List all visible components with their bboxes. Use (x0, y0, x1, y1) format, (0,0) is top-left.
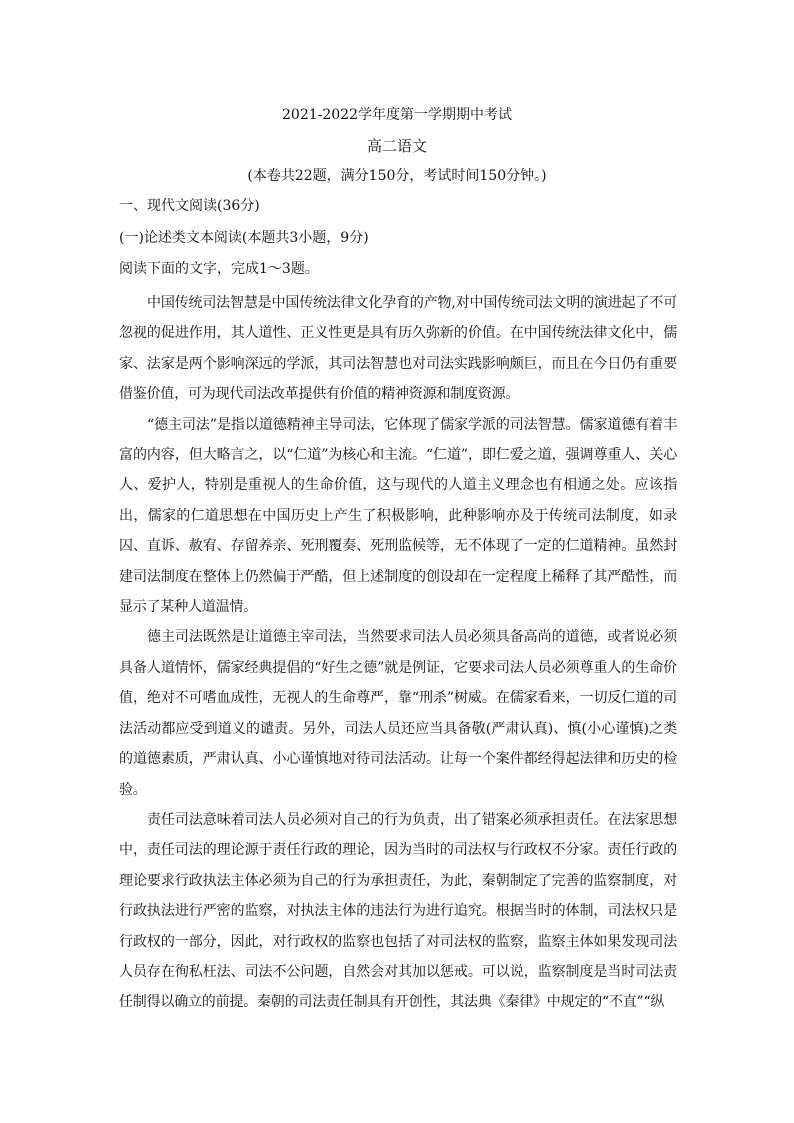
exam-title: 2021-2022学年度第一学期期中考试 (282, 107, 512, 123)
passage-paragraph-2: “德主司法”是指以道德精神主导司法，它体现了儒家学派的司法智慧。儒家道德有着丰富的内容，但大略言之，以“仁道”为核心和主流。“仁道”，即仁爱之道，强调尊重人、关心人、爱护人，特别是重视人的生命价值，这与现代的人道主义理念也有相通之处。应该指出，儒家的仁道思想在中国历史上产生了积极影响，此种影响亦及于传统司法制度，如录囚、直诉、赦宥、存留养亲、死刑覆奏、死刑监候等，无不体现了一定的仁道精神。虽然封建司法制度在整体上仍然偏于严酷，但上述制度的创设却在一定程度上稀释了其严酷性，而显示了某种人道温情。 (119, 416, 677, 616)
reading-instruction: 阅读下面的文字，完成1～3题。 (119, 261, 319, 277)
exam-note: (本卷共22题，满分150分，考试时间150分钟。) (247, 168, 547, 184)
passage-paragraph-1: 中国传统司法智慧是中国传统法律文化孕育的产物,对中国传统司法文明的演进起了不可忽视的促进作用，其人道性、正义性更是具有历久弥新的价值。在中国传统法律文化中，儒家、法家是两个影响深远的学派，其司法智慧也对司法实践影响颇巨，而且在今日仍有重要借鉴价值，可为现代司法改革提供有价值的精神资源和制度资源。 (119, 295, 677, 403)
passage-paragraph-4: 责任司法意味着司法人员必须对自己的行为负责，出了错案必须承担责任。在法家思想中，责任司法的理论源于责任行政的理论，因为当时的司法权与行政权不分家。责任行政的理论要求行政执法主体必须为自己的行为承担责任，为此，秦朝制定了完善的监察制度，对行政执法进行严密的监察，对执法主体的违法行为进行追究。根据当时的体制，司法权只是行政权的一部分，因此，对行政权的监察也包括了对司法权的监察，监察主体如果发现司法人员存在徇私枉法、司法不公问题，自然会对其加以惩戒。可以说，监察制度是当时司法责任制得以确立的前提。秦朝的司法责任制具有开创性，其法典《秦律》中规定的“不直”“纵 (119, 811, 677, 1011)
reading-passage (119, 288, 677, 1018)
subsection-heading: (一)论述类文本阅读(本题共3小题，9分) (119, 230, 369, 246)
subject-title: 高二语文 (366, 137, 427, 155)
section-heading: 一、现代文阅读(36分) (119, 198, 260, 214)
passage-paragraph-3: 德主司法既然是让道德主宰司法，当然要求司法人员必须具备高尚的道德，或者说必须具备人道情怀，儒家经典提倡的“好生之德”就是例证，它要求司法人员必须尊重人的生命价值，绝对不可嗜血成性，无视人的生命尊严，靠“刑杀”树威。在儒家看来，一切反仁道的司法活动都应受到道义的谴责。另外，司法人员还应当具备敬(严肃认真)、慎(小心谨慎)之类的道德素质，严肃认真、小心谨慎地对待司法活动。让每一个案件都经得起法律和历史的检验。 (119, 629, 677, 798)
